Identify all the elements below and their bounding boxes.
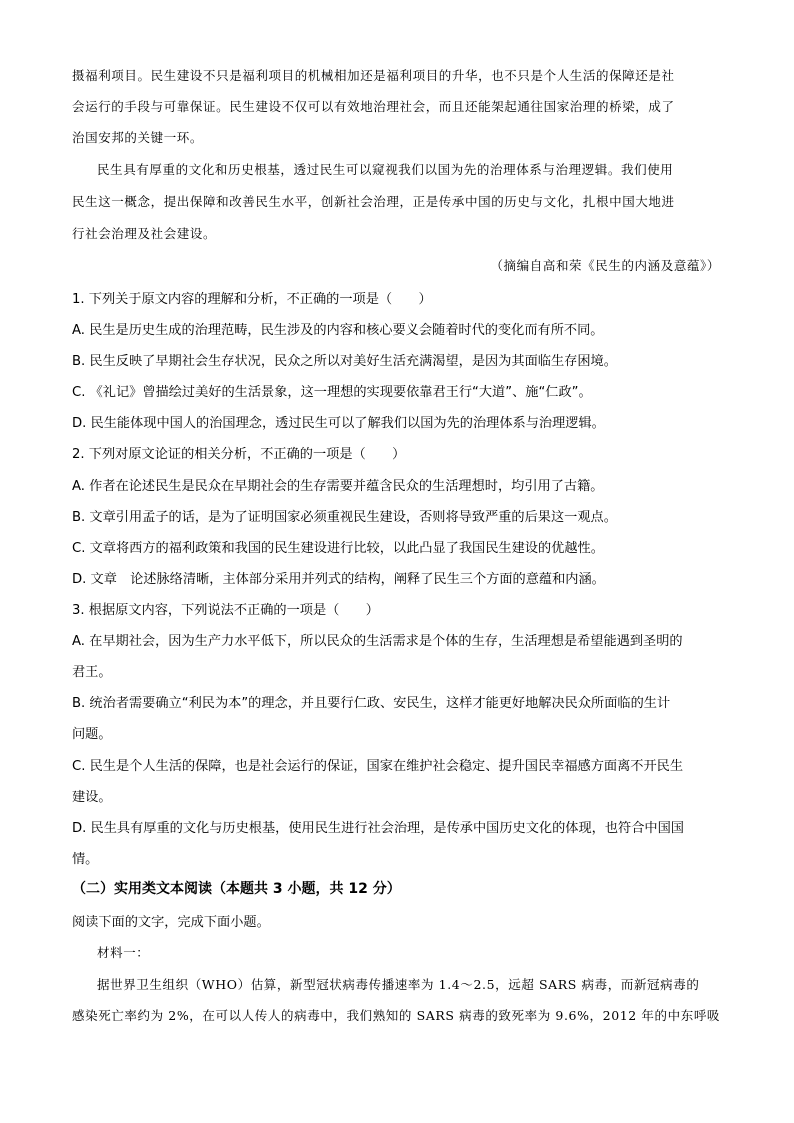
option-b: B. 文章引用孟子的话，是为了证明国家必须重视民生建设，否则将导致严重的后果这一观点。 (72, 510, 617, 525)
passage-line: 摄福利项目。民生建设不只是福利项目的机械相加还是福利项目的升华，也不只是个人生活的保障还是社 (72, 68, 675, 83)
passage-line: 民生具有厚重的文化和历史根基，透过民生可以窥视我们以国为先的治理体系与治理逻辑。我们使用 (97, 162, 674, 177)
material-label: 材料一： (97, 945, 150, 960)
option-a: A. 民生是历史生成的治理范畴，民生涉及的内容和核心要义会随着时代的变化而有所不同。 (72, 323, 604, 338)
material-line: 感染死亡率约为 2%，在可以人传人的病毒中，我们熟知的 SARS 病毒的致死率为 9.6%，2012 年的中东呼吸 (72, 1008, 721, 1023)
question-stem: 3. 根据原文内容，下列说法不正确的一项是（ ） (72, 603, 379, 618)
question-stem: 2. 下列对原文论证的相关分析，不正确的一项是（ ） (72, 447, 406, 462)
option-c: C. 文章将西方的福利政策和我国的民生建设进行比较，以此凸显了我国民生建设的优越性。 (72, 541, 604, 556)
option-a: A. 在早期社会，因为生产力水平低下，所以民众的生活需求是个体的生存，生活理想是希望能遇到圣明的 (72, 634, 683, 649)
option-d-cont: 情。 (72, 852, 99, 867)
option-d: D. 文章 论述脉络清晰，主体部分采用并列式的结构，阐释了民生三个方面的意蕴和内涵。 (72, 572, 605, 587)
option-a-cont: 君王。 (72, 665, 112, 680)
option-d: D. 民生具有厚重的文化与历史根基，使用民生进行社会治理，是传承中国历史文化的体现，也符合中国国 (72, 821, 684, 836)
passage-line: 治国安邦的关键一环。 (72, 130, 204, 145)
option-a: A. 作者在论述民生是民众在早期社会的生存需要并蕴含民众的生活理想时，均引用了古籍。 (72, 479, 604, 494)
option-b: B. 统治者需要确立“利民为本”的理念，并且要行仁政、安民生，这样才能更好地解决民众所面临的生计 (72, 696, 671, 711)
option-c: C. 《礼记》曾描绘过美好的生活景象，这一理想的实现要依靠君王行“大道”、施“仁政”。 (72, 385, 592, 400)
material-line: 据世界卫生组织（WHO）估算，新型冠状病毒传播速率为 1.4～2.5，远超 SARS 病毒，而新冠病毒的 (97, 977, 700, 992)
option-b: B. 民生反映了早期社会生存状况，民众之所以对美好生活充满渴望，是因为其面临生存困境。 (72, 354, 617, 369)
passage-line: 民生这一概念，提出保障和改善民生水平，创新社会治理，正是传承中国的历史与文化，扎根中国大地进 (72, 194, 675, 209)
passage-line: 会运行的手段与可靠保证。民生建设不仅可以有效地治理社会，而且还能架起通往国家治理的桥梁，成了 (72, 99, 675, 114)
option-c: C. 民生是个人生活的保障，也是社会运行的保证，国家在维护社会稳定、提升国民幸福感方面离不开民生 (72, 759, 684, 774)
option-b-cont: 问题。 (72, 727, 112, 742)
passage-source: （摘编自高和荣《民生的内涵及意蕴》） (490, 258, 720, 273)
option-c-cont: 建设。 (72, 790, 112, 805)
section-heading: （二）实用类文本阅读（本题共 3 小题，共 12 分） (72, 881, 401, 897)
section-instruction: 阅读下面的文字，完成下面小题。 (72, 915, 270, 930)
passage-line: 行社会治理及社会建设。 (72, 226, 217, 241)
question-stem: 1. 下列关于原文内容的理解和分析，不正确的一项是（ ） (72, 292, 432, 307)
option-d: D. 民生能体现中国人的治国理念，透过民生可以了解我们以国为先的治理体系与治理逻辑。 (72, 416, 605, 431)
